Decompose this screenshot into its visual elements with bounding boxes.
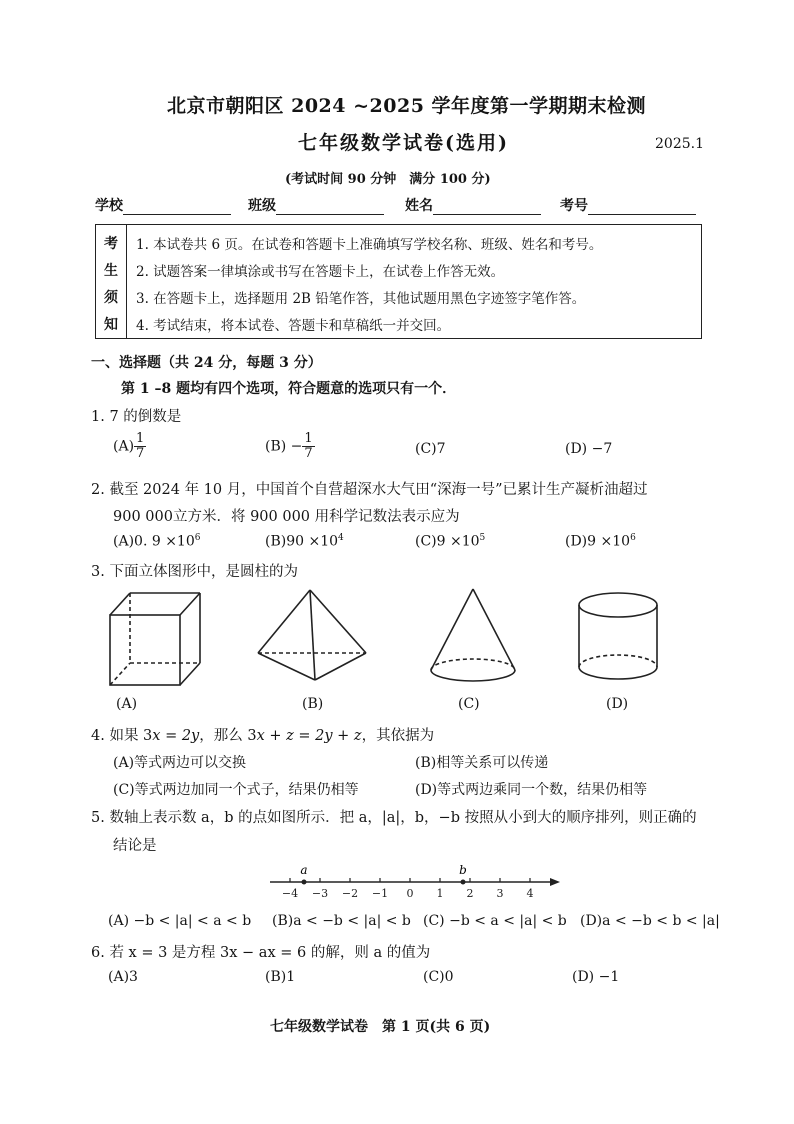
figure-label-c: (C) [458,696,480,712]
notice-rule: 3. 在答题卡上，选择题用 2B 铅笔作答，其他试题用黑色字迹签字笔作答。 [136,291,586,307]
q5-option-c: (C) −b < a < |a| < b [423,913,567,929]
school-label: 学校 [95,198,123,214]
tick-label: 4 [526,887,534,900]
exam-subtitle: 七年级数学试卷(选用) [298,132,509,154]
notice-rule: 1. 本试卷共 6 页。在试卷和答题卡上准确填写学校名称、班级、姓名和考号。 [136,237,603,253]
option-label: (A) [113,438,135,455]
point-a-label: a [300,863,308,877]
question-5-line2: 结论是 [113,838,157,854]
class-field [248,195,384,215]
denominator: 7 [304,446,313,461]
q4-pre: 4. 如果 3 [91,728,153,744]
notice-rule: 2. 试题答案一律填涂或书写在答题卡上，在试卷上作答无效。 [136,264,505,280]
fraction [302,432,314,461]
pyramid-figure [258,590,366,680]
name-field [405,195,541,215]
solid-figures [100,585,720,695]
q6-option-b: (B)1 [265,969,296,985]
option-text: (A)0. 9 ×10 [113,533,195,550]
option-text: (C)9 ×10 [415,533,480,550]
point-b-marker [461,880,466,885]
name-label: 姓名 [405,198,433,214]
school-blank [123,200,231,215]
exponent: 4 [338,533,344,543]
section-instruction: 第 1 –8 题均有四个选项，符合题意的选项只有一个． [121,381,457,397]
exam-title: 北京市朝阳区 2024 ~2025 学年度第一学期期末检测 [167,95,647,117]
tick-label: 3 [496,887,504,900]
notice-label-char: 须 [104,290,118,306]
question-2-line2: 900 000立方米．将 900 000 用科学记数法表示应为 [113,509,460,525]
q5-option-b: (B)a < −b < |a| < b [272,913,411,929]
name-blank [433,200,541,215]
notice-label-char: 知 [104,317,118,333]
numerator: 1 [136,431,145,446]
figure-label-d: (D) [606,696,629,712]
notice-label [96,225,127,338]
q4-option-c: (C)等式两边加同一个式子，结果仍相等 [113,782,359,798]
notice-label-char: 考 [104,236,118,252]
question-3-text: 3. 下面立体图形中，是圆柱的为 [91,564,298,580]
tick-label: −3 [311,887,329,900]
notice-label-char: 生 [104,263,118,279]
tick-label: −4 [281,887,299,900]
fraction [134,432,146,461]
q1-option-a [113,432,146,461]
q4-option-b: (B)相等关系可以传递 [415,755,549,771]
q4-equation-1: x = 2y [152,728,200,744]
question-2-line1: 2. 截至 2024 年 10 月，中国首个自营超深水大气田“深海一号”已累计生产凝析油超过 [91,482,648,498]
exam-no-field [560,195,696,215]
question-1-text: 1. 7 的倒数是 [91,409,182,425]
option-label: (B) − [265,438,303,455]
q5-option-d: (D)a < −b < b < |a| [580,913,720,929]
q4-mid: ，那么 3 [199,728,257,744]
numerator: 1 [304,431,313,446]
page-footer: 七年级数学试卷 第 1 页(共 6 页) [270,1019,491,1035]
option-text: (B)90 ×10 [265,533,339,550]
class-blank [276,200,384,215]
exponent: 6 [194,533,201,543]
notice-box [95,224,702,339]
q6-option-d: (D) −1 [572,969,620,985]
q1-option-c: (C)7 [415,441,446,457]
number-line-arrow [550,878,560,886]
q4-equation-2: x + z = 2y + z [256,728,362,744]
denominator: 7 [136,446,145,461]
cylinder-figure [579,593,657,679]
exam-date: 2025.1 [655,136,704,152]
option-text: (D)9 ×10 [565,533,631,550]
q4-option-d: (D)等式两边乘同一个数，结果仍相等 [415,782,648,798]
notice-rule: 4. 考试结束，将本试卷、答题卡和草稿纸一并交回。 [136,318,451,334]
figure-label-b: (B) [302,696,324,712]
exam-info: (考试时间 90 分钟 满分 100 分) [285,172,491,187]
cone-figure [431,589,515,681]
q6-option-a: (A)3 [108,969,138,985]
q5-option-a: (A) −b < |a| < a < b [108,913,252,929]
q4-post: ，其依据为 [361,728,435,744]
q1-option-d: (D) −7 [565,441,613,457]
question-4-text [91,724,434,745]
tick-label: −2 [341,887,359,900]
figure-label-a: (A) [116,696,138,712]
q6-option-c: (C)0 [423,969,454,985]
tick-label: 2 [466,887,474,900]
q2-option-c [415,533,485,550]
point-b-label: b [459,863,467,877]
tick-label: −1 [371,887,389,900]
tick-label: 1 [436,887,444,900]
question-6-text: 6. 若 x = 3 是方程 3x − ax = 6 的解，则 a 的值为 [91,945,431,961]
q1-option-b [265,432,315,461]
number-line [260,862,570,902]
question-5-line1: 5. 数轴上表示数 a，b 的点如图所示．把 a，|a|，b，−b 按照从小到大的顺序排列，则正确的 [91,810,697,826]
point-a-marker [302,880,307,885]
exam-no-label: 考号 [560,198,588,214]
class-label: 班级 [248,198,276,214]
exam-no-blank [588,200,696,215]
school-field [95,195,231,215]
cube-figure [110,593,200,685]
q2-option-b [265,533,344,550]
q4-option-a: (A)等式两边可以交换 [113,755,247,771]
q2-option-d [565,533,636,550]
tick-label: 0 [406,887,414,900]
exponent: 6 [630,533,636,543]
exponent: 5 [479,533,486,543]
q2-option-a [113,533,200,550]
section-heading: 一、选择题（共 24 分，每题 3 分） [91,355,322,371]
